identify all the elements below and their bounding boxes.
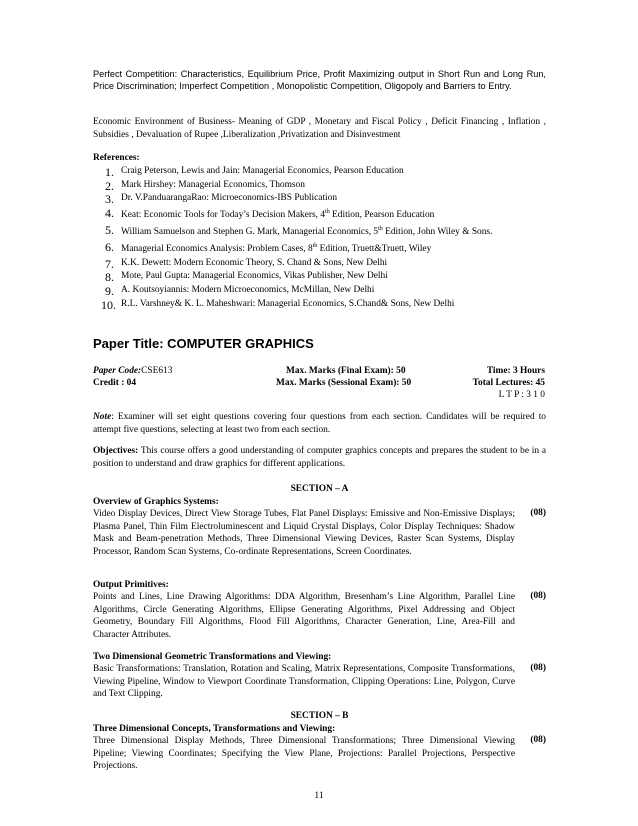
topic-output-primitives: [93, 579, 546, 641]
competition-paragraph: [93, 68, 546, 92]
exam-time: Time: 3 Hours: [486, 366, 545, 376]
note-paragraph: [93, 411, 546, 436]
paper-title: Paper Title: COMPUTER GRAPHICS: [93, 336, 314, 351]
reference-number: 2.: [105, 178, 114, 193]
topic-marks: (08): [530, 591, 546, 602]
reference-superscript: th: [378, 225, 383, 232]
reference-text-part: Edition, John Wiley & Sons.: [382, 227, 493, 238]
reference-text-part: William Samuelson and Stephen G. Mark, Managerial Economics, 5: [121, 227, 379, 238]
reference-text-part: Managerial Economics Analysis: Problem Cases, 8: [121, 243, 313, 254]
reference-text: K.K. Dewett: Modern Economic Theory, S. Chand & Sons, New Delhi: [121, 257, 388, 268]
topic-body: Basic Transformations: Translation, Rotation and Scaling, Matrix Representations, Composite Transformations, Viewing Pipeline, Window to Viewport Coordinate Transformation, Clipping Operations: Line, Polygon, Curve and Text Clipping.: [93, 664, 515, 700]
reference-superscript: th: [325, 209, 330, 216]
reference-text: Dr. V.PanduarangaRao: Microeconomics-IBS Publication: [121, 193, 338, 204]
reference-text: R.L. Varshney& K. L. Maheshwari: Managerial Economics, S.Chand& Sons, New Delhi: [121, 298, 455, 309]
reference-item: [93, 180, 546, 192]
reference-item: [93, 193, 546, 205]
reference-number: 6.: [105, 239, 114, 254]
environment-paragraph: [93, 116, 546, 141]
reference-item: [93, 299, 546, 311]
reference-text: Craig Peterson, Lewis and Jain: Managerial Economics, Pearson Education: [121, 166, 404, 176]
reference-text-part: Edition, Pearson Education: [329, 210, 435, 221]
reference-text: [121, 227, 492, 237]
paper-code-label: Paper Code:: [93, 366, 142, 376]
section-a-heading: SECTION – A: [290, 484, 349, 494]
competition-text: Perfect Competition: Characteristics, Equilibrium Price, Profit Maximizing output in Short Run and Long Run, Price Discrimination; Imperfect Competition , Monopolistic Competition, Oligopoly and Barriers to Entry.: [93, 69, 546, 92]
reference-text: A. Koutsoyiannis: Modern Microeconomics, McMillan, New Delhi: [121, 285, 375, 295]
reference-item: [93, 207, 546, 222]
topic-body: Three Dimensional Display Methods, Three Dimensional Transformations; Three Dimensional Viewing Pipeline; Viewing Coordinates; Specifying the View Plane, Projections: Parallel Projections, Perspective Projections.: [93, 736, 515, 772]
topic-marks: (08): [530, 508, 546, 519]
max-marks-sessional: Max. Marks (Sessional Exam): 50: [276, 378, 412, 388]
topic-2d-transformations: [93, 651, 546, 701]
reference-item: [93, 166, 546, 178]
topic-3d-concepts: [93, 723, 546, 773]
reference-number: 7.: [105, 256, 114, 271]
total-lectures: Total Lectures: 45: [472, 378, 545, 388]
objectives-paragraph: [93, 445, 546, 470]
reference-text: Mark Hirshey: Managerial Economics, Thomson: [121, 179, 305, 190]
reference-text-part: Keat: Economic Tools for Today’s Decision Makers, 4: [121, 210, 326, 221]
topic-title: Three Dimensional Concepts, Transformations and Viewing:: [93, 724, 336, 734]
topic-title: Two Dimensional Geometric Transformations and Viewing:: [93, 652, 332, 662]
topic-marks: (08): [530, 663, 546, 674]
reference-item: [93, 258, 546, 270]
paper-code-value: CSE613: [141, 366, 173, 376]
reference-number: 4.: [105, 206, 114, 221]
topic-title: Overview of Graphics Systems:: [93, 497, 219, 507]
ltp: L T P : 3 1 0: [498, 390, 545, 400]
reference-number: 5.: [105, 222, 114, 237]
environment-text: Economic Environment of Business- Meaning of GDP , Monetary and Fiscal Policy , Deficit Financing , Inflation , Subsidies , Devaluation of Rupee ,Liberalization ,Privatization and Disinvestment: [93, 117, 546, 140]
references-list: [93, 166, 546, 311]
max-marks-final: Max. Marks (Final Exam): 50: [286, 366, 406, 376]
reference-text: [121, 210, 434, 220]
objectives-label: Objectives:: [93, 446, 139, 456]
references-heading: References:: [93, 153, 140, 163]
topic-body: Video Display Devices, Direct View Storage Tubes, Flat Panel Displays: Emissive and Non-Emissive Displays; Plasma Panel, Thin Film Electroluminescent and Liquid Crystal Displays, Color Display Techniques: Shadow Mask and Beam-penetration Methods, Three Dimensional Viewing Devices, Raster Scan Systems, Display Processor, Random Scan Systems, Co-ordinate Representations, Screen Coordinates.: [93, 509, 515, 557]
reference-text: [121, 244, 431, 254]
reference-number: 1.: [105, 165, 114, 179]
reference-item: [93, 285, 546, 297]
reference-text: Mote, Paul Gupta: Managerial Economics, Vikas Publisher, New Delhi: [121, 271, 388, 282]
topic-marks: (08): [530, 735, 546, 746]
reference-item: [93, 241, 546, 256]
note-text: : Examiner will set eight questions covering four questions from each section. Candidates will be required to attempt five questions, selecting at least two from each section.: [93, 412, 546, 435]
references-block: [93, 152, 546, 312]
credit: Credit : 04: [93, 378, 137, 388]
reference-superscript: th: [312, 242, 318, 249]
note-label: Note: [93, 412, 112, 422]
reference-number: 8.: [105, 270, 114, 285]
reference-number: 10.: [101, 297, 116, 312]
objectives-text: This course offers a good understanding of computer graphics concepts and prepares the student to be in a position to understand and draw graphics for different applications.: [93, 446, 546, 469]
reference-item: [93, 271, 546, 283]
reference-number: 9.: [105, 284, 114, 298]
section-b-heading: SECTION – B: [290, 711, 349, 721]
topic-body: Points and Lines, Line Drawing Algorithms: DDA Algorithm, Bresenham’s Line Algorithm, Parallel Line Algorithms, Circle Generating Algorithms, Ellipse Generating Algorithms, Pixel Addressing and Object Geometry, Boundary Fill Algorithms, Flood Fill Algorithms, Character Generation, Line, Area-Fill and Character Attributes.: [93, 592, 515, 640]
topic-graphics-systems: [93, 496, 546, 558]
paper-code: [93, 365, 172, 377]
page-number: 11: [314, 790, 324, 801]
topic-title: Output Primitives:: [93, 580, 169, 590]
reference-item: [93, 224, 546, 239]
reference-text-part: Edition, Truett&Truett, Wiley: [317, 243, 432, 254]
reference-number: 3.: [105, 192, 114, 207]
